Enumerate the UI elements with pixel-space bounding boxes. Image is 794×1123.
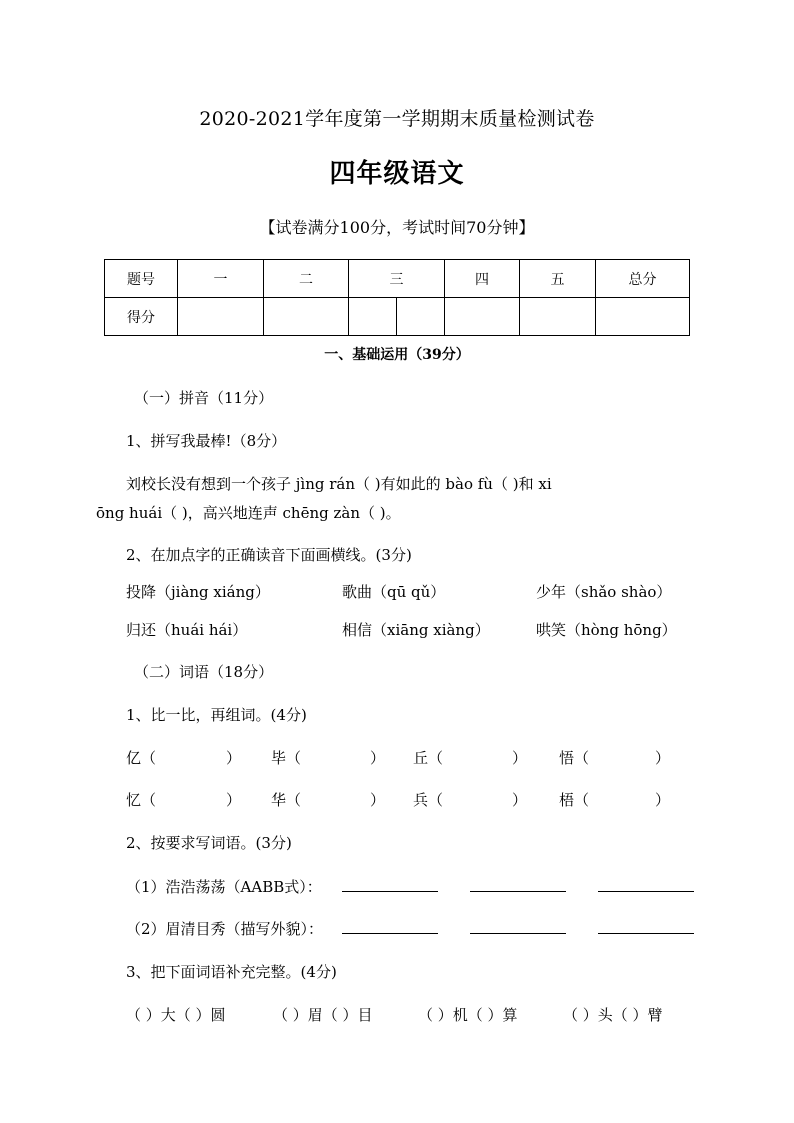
pinyin-choice-item: 歌曲（qū qǔ）: [342, 583, 446, 601]
compare-paren: ）: [655, 749, 671, 767]
score-input-cell[interactable]: [445, 298, 520, 336]
answer-blank[interactable]: [342, 919, 438, 934]
write-words-item: （2）眉清目秀（描写外貌）：: [126, 920, 324, 938]
score-input-cell[interactable]: [349, 298, 397, 336]
compare-char: 亿（: [126, 749, 157, 767]
answer-blank[interactable]: [470, 877, 566, 892]
pinyin-choice-item: 投降（jiàng xiáng）: [126, 583, 270, 601]
exam-title: 2020-2021学年度第一学期期末质量检测试卷: [199, 108, 595, 130]
compare-paren: ）: [512, 791, 528, 809]
idiom-fill-item: （ ）头（ ）臂: [563, 1006, 663, 1024]
answer-blank[interactable]: [598, 919, 694, 934]
compare-char: 丘（: [413, 749, 444, 767]
score-input-cell[interactable]: [178, 298, 264, 336]
pinyin-choice-item: 少年（shǎo shào）: [536, 583, 672, 601]
answer-blank[interactable]: [470, 919, 566, 934]
score-header-cell: 总分: [596, 260, 690, 298]
question-title: 2、按要求写词语。(3分): [126, 834, 292, 852]
score-input-cell[interactable]: [520, 298, 596, 336]
score-header-label: 题号: [105, 260, 178, 298]
score-header-row: [105, 260, 690, 298]
score-table: [104, 259, 690, 336]
compare-row: [0, 747, 794, 767]
answer-blank[interactable]: [598, 877, 694, 892]
score-header-cell: 五: [520, 260, 596, 298]
write-words-item: （1）浩浩荡荡（AABB式）：: [126, 878, 322, 896]
part-words-title: （二）词语（18分）: [134, 663, 274, 681]
compare-paren: ）: [512, 749, 528, 767]
score-row-label: 得分: [105, 298, 178, 336]
question-text-line: ōng huái（ )，高兴地连声 chēng zàn（ )。: [96, 504, 401, 522]
score-header-cell: 三: [349, 260, 445, 298]
question-title: 2、在加点字的正确读音下面画横线。(3分): [126, 546, 412, 564]
exam-note: 【试卷满分100分，考试时间70分钟】: [259, 218, 535, 237]
score-header-cell: 一: [178, 260, 264, 298]
section-title: 一、基础运用（39分）: [324, 347, 470, 363]
score-value-row: [105, 298, 690, 336]
score-input-cell[interactable]: [397, 298, 445, 336]
compare-paren: ）: [655, 791, 671, 809]
compare-char: 华（: [271, 791, 302, 809]
answer-blank[interactable]: [342, 877, 438, 892]
score-header-cell: 二: [264, 260, 349, 298]
pinyin-choice-item: 哄笑（hòng hōng）: [536, 621, 677, 639]
compare-paren: ）: [370, 791, 386, 809]
idiom-fill-item: （ ）机（ ）算: [418, 1006, 518, 1024]
compare-paren: ）: [370, 749, 386, 767]
question-title: 1、比一比，再组词。(4分): [126, 706, 307, 724]
score-input-cell[interactable]: [264, 298, 349, 336]
compare-char: 毕（: [271, 749, 302, 767]
score-header-cell: 四: [445, 260, 520, 298]
question-title: 1、拼写我最棒!（8分）: [126, 432, 287, 450]
compare-char: 悟（: [559, 749, 590, 767]
compare-row: [0, 789, 794, 809]
compare-paren: ）: [226, 791, 242, 809]
score-input-cell[interactable]: [596, 298, 690, 336]
pinyin-choice-item: 归还（huái hái）: [126, 621, 248, 639]
question-text-line: 刘校长没有想到一个孩子 jìng rán（ )有如此的 bào fù（ )和 xi: [126, 475, 552, 493]
idiom-fill-item: （ ）大（ ）圆: [126, 1006, 226, 1024]
compare-paren: ）: [226, 749, 242, 767]
compare-char: 忆（: [126, 791, 157, 809]
compare-char: 梧（: [559, 791, 590, 809]
part-pinyin-title: （一）拼音（11分）: [134, 389, 274, 407]
idiom-fill-item: （ ）眉（ ）目: [273, 1006, 373, 1024]
question-title: 3、把下面词语补充完整。(4分): [126, 963, 337, 981]
compare-char: 兵（: [413, 791, 444, 809]
pinyin-choice-item: 相信（xiāng xiàng）: [342, 621, 490, 639]
exam-subject: 四年级语文: [329, 159, 465, 189]
